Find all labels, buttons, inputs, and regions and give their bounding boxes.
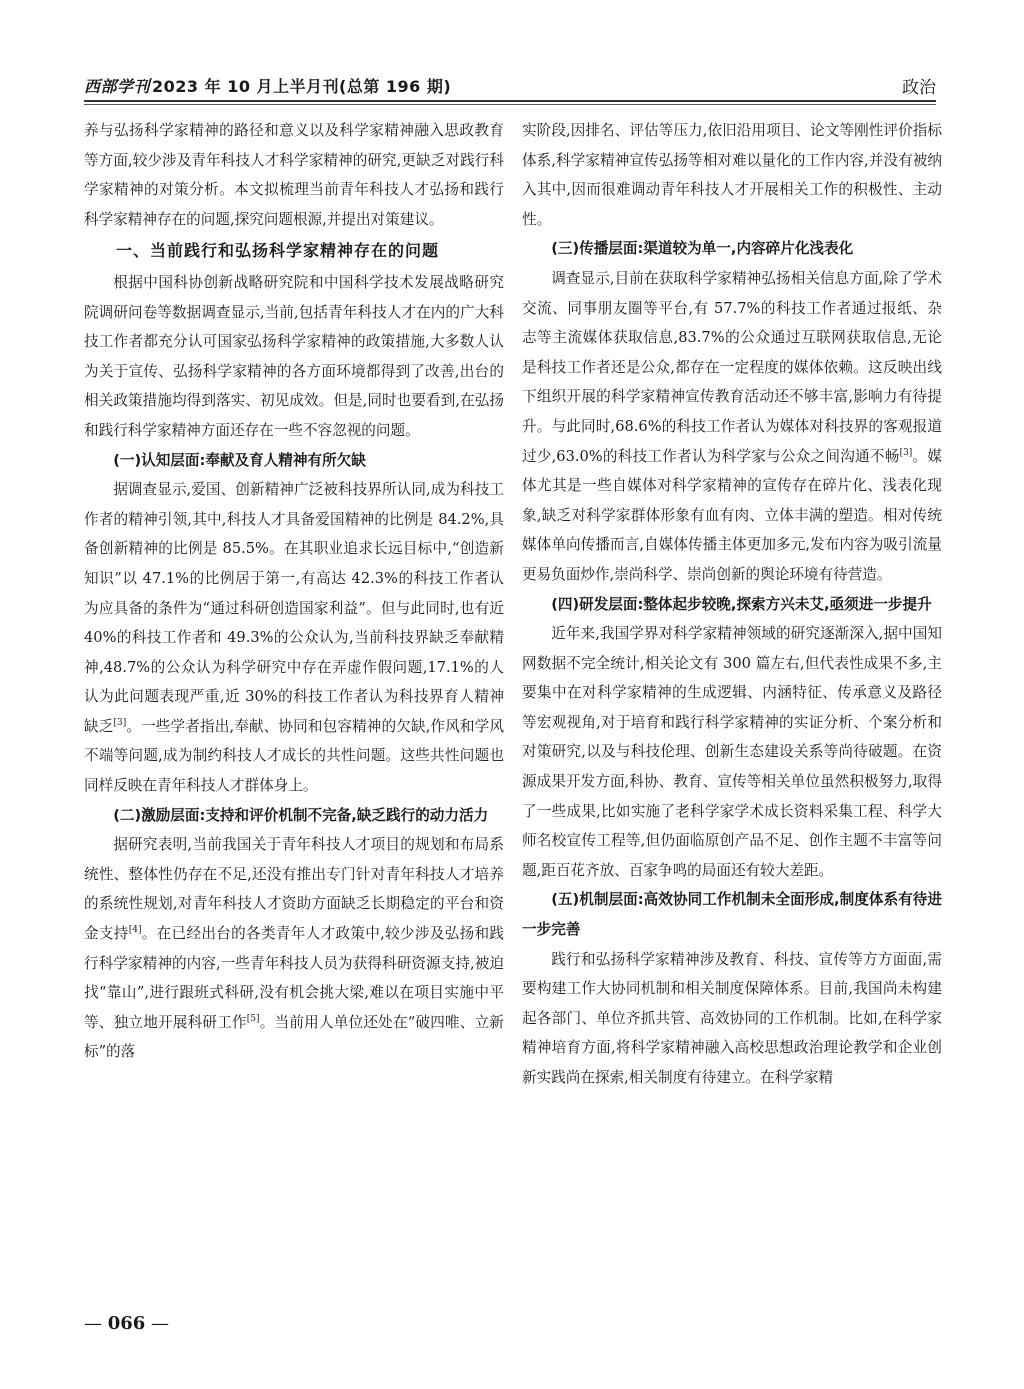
paragraph: 实阶段,因排名、评估等压力,依旧沿用项目、论文等刚性评价指标体系,科学家精神宣传弘扬等相对难以量化的工作内容,并没有被纳入其中,因而很难调动青年科技人才开展相关工作的积极性、主动性。 bbox=[522, 122, 942, 228]
paragraph: 践行和弘扬科学家精神涉及教育、科技、宣传等方方面面,需要构建工作大协同机制和相关制度保障体系。目前,我国尚未构建起各部门、单位齐抓共管、高效协同的工作机制。比如,在科学家精神培育方面,将科学家精神融入高校思想政治理论教学和企业创新实践尚在探索,相关制度有待建立。在科学家精 bbox=[522, 950, 942, 1086]
paragraph-text: 据调查显示,爱国、创新精神广泛被科技界所认同,成为科技工作者的精神引领,其中,科技人才具备爱国精神的比例是 84.2%,具备创新精神的比例是 85.5%。在其职业追求长远目标中,“创造新知识”以 47.1%的比例居于第一,有高达 42.3%的科技工作者认为应具备的条件为“通过科研创造国家利益”。但与此同时,也有近 40%的科技工作者和 49.3%的公众认为,当前科技界缺乏奉献精神,48.7%的公众认为科学研究中存在弄虚作假问题,17.1%的人认为此问题表现严重,近 30%的科技工作者认为科技界育人精神缺乏 bbox=[84, 481, 504, 735]
citation-ref: [3] bbox=[899, 447, 913, 458]
paragraph bbox=[84, 475, 504, 801]
subsection-heading: (三)传播层面:渠道较为单一,内容碎片化浅表化 bbox=[551, 240, 854, 258]
paragraph: 近年来,我国学界对科学家精神领域的研究逐渐深入,据中国知网数据不完全统计,相关论文有 300 篇左右,但代表性成果不多,主要集中在对科学家精神的生成逻辑、内涵特征、传承意义及路径等宏观视角,对于培育和践行科学家精神的实证分析、个案分析和对策研究,以及与科技伦理、创新生态建设关系等尚待破题。在资源成果开发方面,科协、教育、宣传等相关单位虽然积极努力,取得了一些成果,比如实施了老科学家学术成长资料采集工程、科学大师名校宣传工程等,但仍面临原创产品不足、创作主题不丰富等问题,距百花齐放、百家争鸣的局面还有较大差距。 bbox=[522, 625, 942, 879]
subsection-heading: (一)认知层面:奉献及育人精神有所欠缺 bbox=[113, 451, 366, 469]
section-label: 政治 bbox=[902, 78, 936, 98]
paragraph-text: 据研究表明,当前我国关于青年科技人才项目的规划和布局系统性、整体性仍存在不足,还没有推出专门针对青年科技人才培养的系统性规划,对青年科技人才资助方面缺乏长期稳定的平台和资金支持 bbox=[84, 836, 504, 943]
section-heading: 一、当前践行和弘扬科学家精神存在的问题 bbox=[116, 241, 440, 261]
journal-logo: 西部学刊 bbox=[84, 77, 151, 96]
paragraph: 根据中国科协创新战略研究院和中国科学技术发展战略研究院调研问卷等数据调查显示,当前,包括青年科技人才在内的广大科技工作者都充分认可国家弘扬科学家精神的政策措施,大多数人认为关于宣传、弘扬科学家精神的各方面环境都得到了改善,出台的相关政策措施均得到落实、初见成效。但是,同时也要看到,在弘扬和践行科学家精神方面还存在一些不容忽视的问题。 bbox=[84, 273, 504, 439]
paragraph: 养与弘扬科学家精神的路径和意义以及科学家精神融入思政教育等方面,较少涉及青年科技人才科学家精神的研究,更缺乏对践行科学家精神的对策分析。本文拟梳理当前青年科技人才弘扬和践行科学家精神存在的问题,探究问题根源,并提出对策建议。 bbox=[84, 122, 504, 228]
page-number: 066 bbox=[107, 1313, 146, 1334]
journal-issue-line bbox=[84, 74, 451, 97]
footer-dash: — bbox=[84, 1313, 108, 1334]
paragraph-text: 调查显示,目前在获取科学家精神弘扬相关信息方面,除了学术交流、同事朋友圈等平台,有 57.7%的科技工作者通过报纸、杂志等主流媒体获取信息,83.7%的公众通过互联网获取信息,无论是科技工作者还是公众,都存在一定程度的媒体依赖。这反映出线下组织开展的科学家精神宣传教育活动还不够丰富,影响力有待提升。与此同时,68.6%的科技工作者认为媒体对科技界的客观报道过少,63.0%的科技工作者认为科学家与公众之间沟通不畅 bbox=[522, 269, 942, 465]
subsection-heading: (二)激励层面:支持和评价机制不完备,缺乏践行的动力活力 bbox=[113, 806, 489, 824]
paragraph-text: 。在已经出台的各类青年人才政策中,较少涉及弘扬和践行科学家精神的内容,一些青年科技人员为获得科研资源支持,被迫找“靠山”,进行跟班式科研,没有机会挑大梁,难以在项目实施中平等、独立地开展科研工作 bbox=[84, 925, 504, 1031]
citation-ref: [5] bbox=[246, 1013, 260, 1024]
paragraph-text: 。媒体尤其是一些自媒体对科学家精神的宣传存在碎片化、浅表化现象,缺乏对科学家群体形象有血有肉、立体丰满的塑造。相对传统媒体单向传播而言,自媒体传播主体更加多元,发布内容为吸引流量更易负面炒作,崇尚科学、崇尚创新的舆论环境有待营造。 bbox=[522, 447, 942, 583]
subsection-heading: (四)研发层面:整体起步较晚,探索方兴未艾,亟须进一步提升 bbox=[551, 595, 932, 613]
citation-ref: [3] bbox=[113, 718, 127, 729]
paragraph bbox=[84, 830, 504, 1067]
paragraph-text: 。当前用人单位还处在“破四唯、立新标”的落 bbox=[84, 1013, 504, 1061]
left-column bbox=[84, 116, 504, 1067]
paragraph bbox=[522, 264, 942, 590]
right-column bbox=[522, 116, 942, 1093]
header-rule-thin bbox=[84, 104, 936, 105]
subsection-heading: (五)机制层面:高效协同工作机制未全面形成,制度体系有待进一步完善 bbox=[522, 891, 942, 939]
footer-dash: — bbox=[145, 1313, 170, 1334]
citation-ref: [4] bbox=[128, 925, 142, 936]
paragraph-text: 。一些学者指出,奉献、协同和包容精神的欠缺,作风和学风不端等问题,成为制约科技人才成长的共性问题。这些共性问题也同样反映在青年科技人才群体身上。 bbox=[84, 717, 504, 795]
header-rule bbox=[84, 100, 936, 102]
running-header bbox=[84, 70, 936, 100]
page-footer bbox=[84, 1313, 169, 1334]
issue-info: 2023 年 10 月上半月刊(总第 196 期) bbox=[152, 77, 452, 96]
